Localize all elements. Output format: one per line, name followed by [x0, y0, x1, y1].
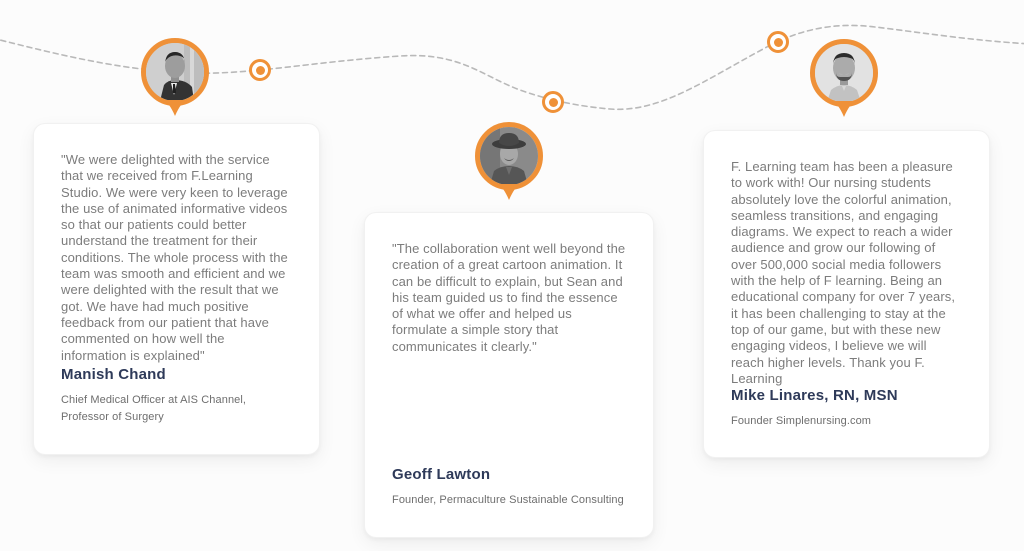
avatar-pin-manish-chand: [141, 38, 209, 106]
testimonial-quote: "We were delighted with the service that we received from F.Learning Studio. We were very keen to leverage the use of animated informative videos so that our patients could better understand the treatment for their conditions. The whole process with the team was smooth and efficient and we were delighted with the result that we got. We have had much positive feedback from our patient that have commented on how well the information is explained": [61, 152, 288, 363]
wave-node-icon: [249, 59, 271, 81]
testimonial-author: [392, 466, 627, 509]
manish-chand-portrait-icon: [146, 43, 204, 101]
wave-node-icon: [542, 91, 564, 113]
avatar-pin-geoff-lawton: [475, 122, 543, 190]
author-name: Geoff Lawton: [392, 466, 491, 483]
wave-node-icon: [767, 31, 789, 53]
avatar: [141, 38, 209, 106]
testimonial-card-geoff-lawton: [364, 212, 654, 538]
testimonial-card-mike-linares: [703, 130, 990, 458]
pin-tail-icon: [496, 184, 522, 200]
pin-tail-icon: [162, 100, 188, 116]
avatar: [810, 39, 878, 107]
pin-tail-icon: [831, 101, 857, 117]
testimonial-card-manish-chand: [33, 123, 320, 455]
avatar: [475, 122, 543, 190]
author-title: Founder, Permaculture Sustainable Consulting: [392, 494, 624, 506]
author-title: Chief Medical Officer at AIS Channel, Professor of Surgery: [61, 394, 247, 423]
testimonial-author: [61, 366, 293, 426]
author-title: Founder Simplenursing.com: [731, 415, 872, 428]
author-name: Manish Chand: [61, 366, 166, 383]
testimonial-quote: F. Learning team has been a pleasure to work with! Our nursing students absolutely love the colorful animation, seamless transitions, and engaging diagrams. We expect to reach a wider audience and grow our following of over 500,000 social media followers with the help of F learning. Being an educational company for over 7 years, it has been challenging to stay at the top of our game, but with these new engaging videos, I believe we will reach higher levels. Thank you F. Learning: [731, 159, 956, 386]
avatar-pin-mike-linares: [810, 39, 878, 107]
author-name: Mike Linares, RN, MSN: [731, 387, 898, 405]
testimonial-author: [731, 387, 963, 430]
mike-linares-portrait-icon: [815, 44, 873, 102]
testimonial-quote: "The collaboration went well beyond the creation of a great cartoon animation. It can be difficult to explain, but Sean and his team guided us to find the essence of what we offer and helped us formulate a simple story that communicates it clearly.": [392, 241, 626, 354]
geoff-lawton-portrait-icon: [480, 127, 538, 185]
